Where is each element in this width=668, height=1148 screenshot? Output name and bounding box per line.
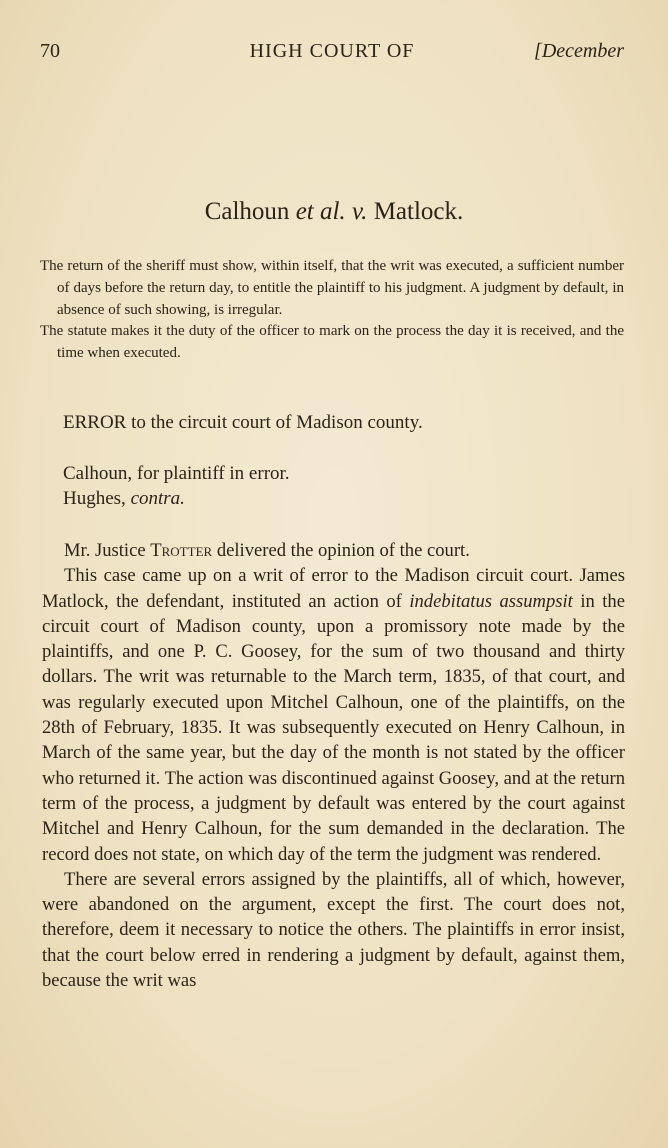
opinion-paragraph-2: There are several errors assigned by the plaintiffs, all of which, however, were abandoned on the argument, except the first. The court does not, therefore, deem it necessary to notice the others. The plaintiffs in error insist, that the court below erred in rendering a judgment by default, against them, because the writ was — [42, 868, 625, 992]
p1-italic: indebitatus assumpsit — [409, 590, 573, 612]
page-number: 70 — [40, 40, 60, 62]
case-title — [0, 196, 668, 228]
headnotes — [40, 256, 624, 365]
case-versus: v. — [351, 198, 368, 225]
counsel-plaintiff: Calhoun, for plaintiff in error. — [63, 463, 290, 484]
case-et-al: et al. — [295, 198, 346, 225]
p1-after: in the circuit court of Madison county, upon a promissory note made by the plaintiffs, and one P. C. Goosey, for the sum of two thousand and thirty dollars. The writ was returnable to the March term, 1835, of that court, and was regularly executed upon Mitchel Calhoun, one of the plaintiffs, on the 28th of February, 1835. It was subsequently executed on Henry Calhoun, in March of the same year, but the day of the month is not stated by the officer who returned it. The action was discontinued against Goosey, and at the return term of the process, a judgment by default was entered by the court against Mitchel and Henry Calhoun, for the sum demanded in the declaration. The record does not state, on which day of the term the judgment was rendered. — [42, 590, 625, 865]
counsel-defendant-name: Hughes, — [63, 488, 126, 509]
opinion-intro — [42, 538, 625, 563]
case-defendant: Matlock. — [373, 198, 464, 225]
p1-before: This case came up on a writ of error to the Madison circuit court. James Matlock, the defendant, instituted an action of — [42, 565, 625, 612]
headnote: The return of the sheriff must show, within itself, that the writ was executed, a sufficient number of days before the return day, to entitle the plaintiff to his judgment. A judgment by default, in absence of such showing, is irregular. — [40, 258, 624, 318]
opinion-paragraph-1 — [42, 563, 625, 867]
counsel-defendant — [63, 486, 185, 511]
running-title: HIGH COURT OF — [249, 40, 415, 62]
error-line: ERROR to the circuit court of Madison county. — [63, 412, 423, 433]
case-plaintiff: Calhoun — [204, 198, 290, 225]
headnote: The statute makes it the duty of the officer to mark on the process the day it is received, and the time when executed. — [40, 323, 624, 362]
intro-before: Mr. Justice — [64, 540, 146, 561]
opinion-text — [42, 538, 625, 993]
counsel-contra: contra. — [130, 488, 185, 509]
running-date: [December — [534, 40, 624, 62]
intro-after: delivered the opinion of the court. — [216, 540, 470, 561]
running-head — [40, 38, 624, 64]
justice-name: Trotter — [150, 540, 213, 561]
